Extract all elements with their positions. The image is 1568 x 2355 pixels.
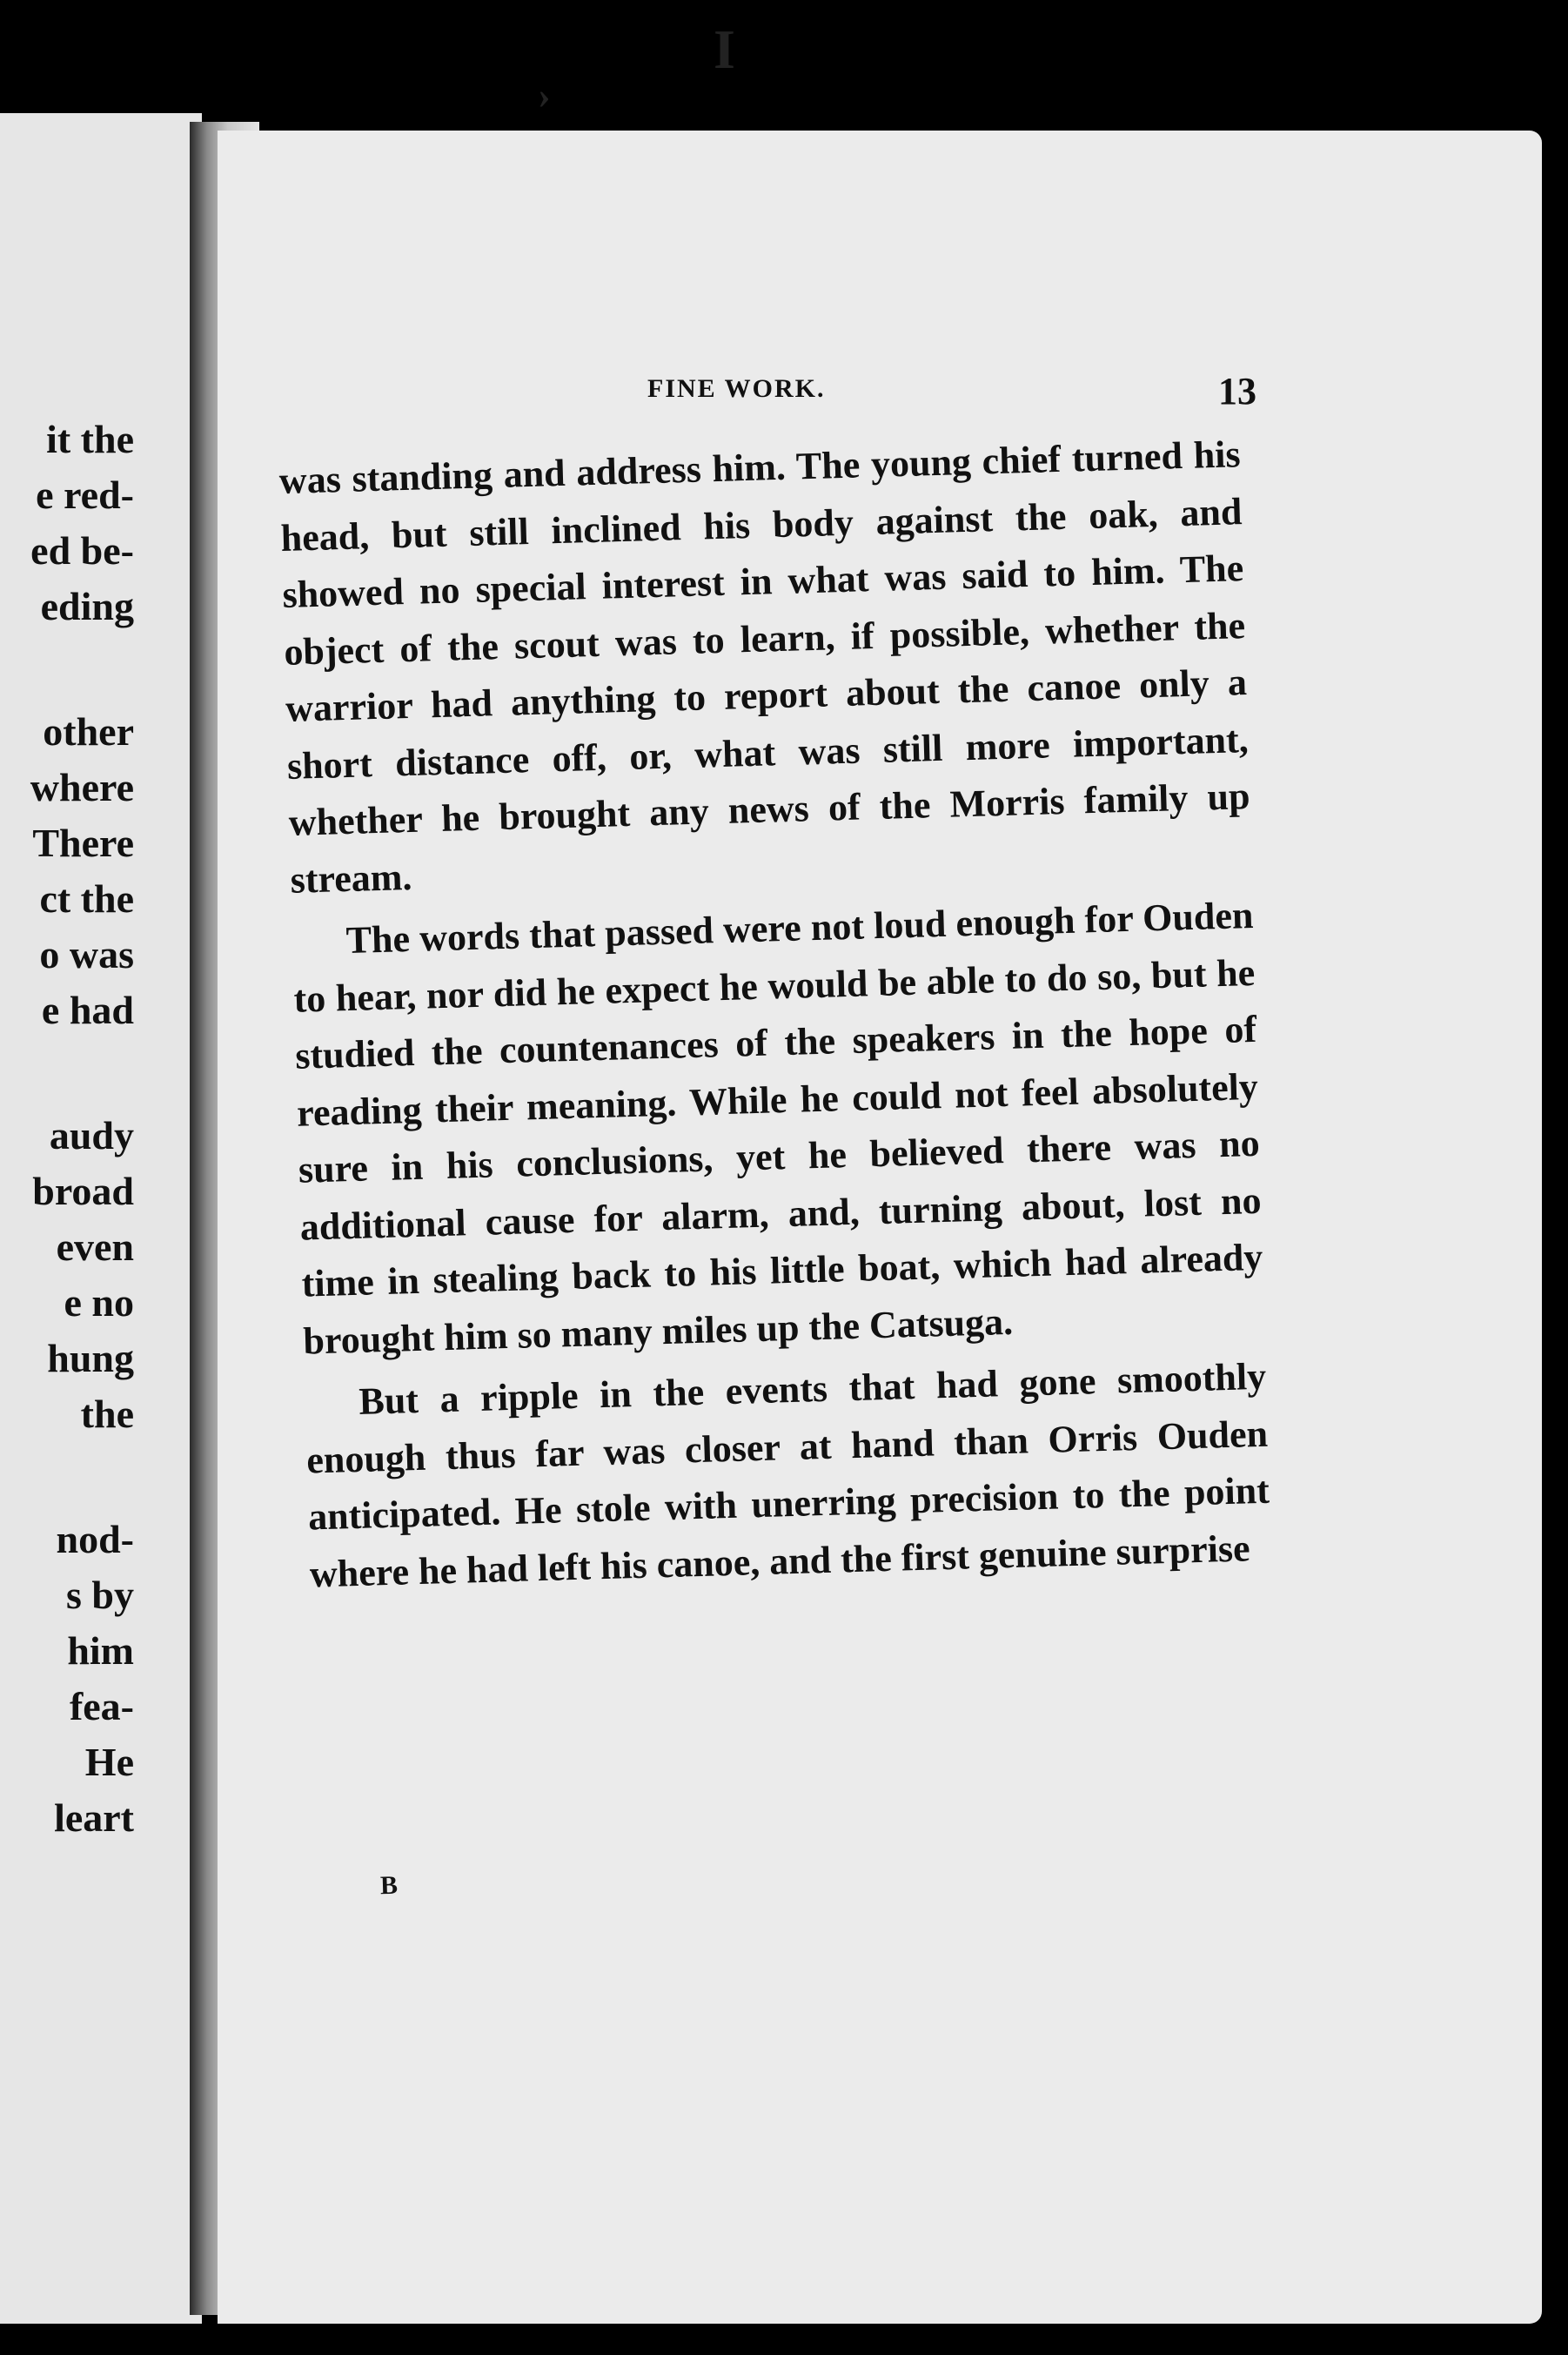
signature-mark: B [379, 1870, 399, 1901]
paragraph: was standing and address him. The young chief turned his head, but still inclined his body against the oak, and showed no special interest in what was said to him. The object of the scout was to learn, if possible, whether the warrior had anything to report about the canoe only a short distance off, or, what was still more important, whether he brought any news of the Morris family up stream. [278, 433, 1251, 902]
left-page-line: e had [41, 988, 134, 1032]
running-title: FINE WORK. [647, 374, 826, 403]
left-page-line: He [84, 1740, 134, 1784]
left-page-line: where [30, 765, 134, 809]
left-page-line: ed be- [30, 528, 134, 573]
left-page-line: audy [49, 1113, 134, 1157]
left-page-line: eding [40, 584, 134, 628]
paragraph: The words that passed were not loud enough for Ouden to hear, nor did he expect he would be able to do so, but he studied the countenances of the speakers in the hope of reading their meaning. While he could not feel absolutely sure in his conclusions, yet he believed there was no additional cause for alarm, and, turning about, lost no time in stealing back to his little boat, which had already brought him so many miles up the Catsuga. [292, 893, 1263, 1363]
left-page-line: broad [32, 1169, 134, 1213]
left-page-line: fea- [69, 1684, 134, 1728]
left-page-line: leart [54, 1795, 134, 1840]
top-mark: I [714, 18, 735, 80]
page-number: 13 [1218, 370, 1256, 413]
left-page-line: hung [47, 1336, 134, 1380]
page-header [647, 369, 1256, 421]
left-page-line: it the [46, 417, 134, 461]
left-page-line: o was [39, 932, 134, 976]
left-page-line: even [56, 1224, 134, 1269]
paragraph: But a ripple in the events that had gone smoothly enough thus far was closer at hand than Orris Ouden anticipated. He stole with unerring precision to the point where he had left his canoe, and the first genuine surprise [305, 1354, 1270, 1595]
top-mark: › [538, 74, 551, 117]
left-page-line: There [32, 821, 134, 865]
left-page-line: s by [66, 1573, 134, 1617]
left-page-line: nod- [56, 1517, 134, 1561]
left-page-line: ct the [39, 876, 134, 921]
left-page-line: him [67, 1628, 134, 1673]
left-page-line: e red- [36, 473, 134, 517]
left-page-line: the [80, 1392, 134, 1436]
body-text [278, 426, 1272, 1607]
left-page-line: e no [64, 1280, 134, 1325]
left-page-fragment [0, 113, 202, 2324]
left-page-line: other [43, 709, 134, 754]
